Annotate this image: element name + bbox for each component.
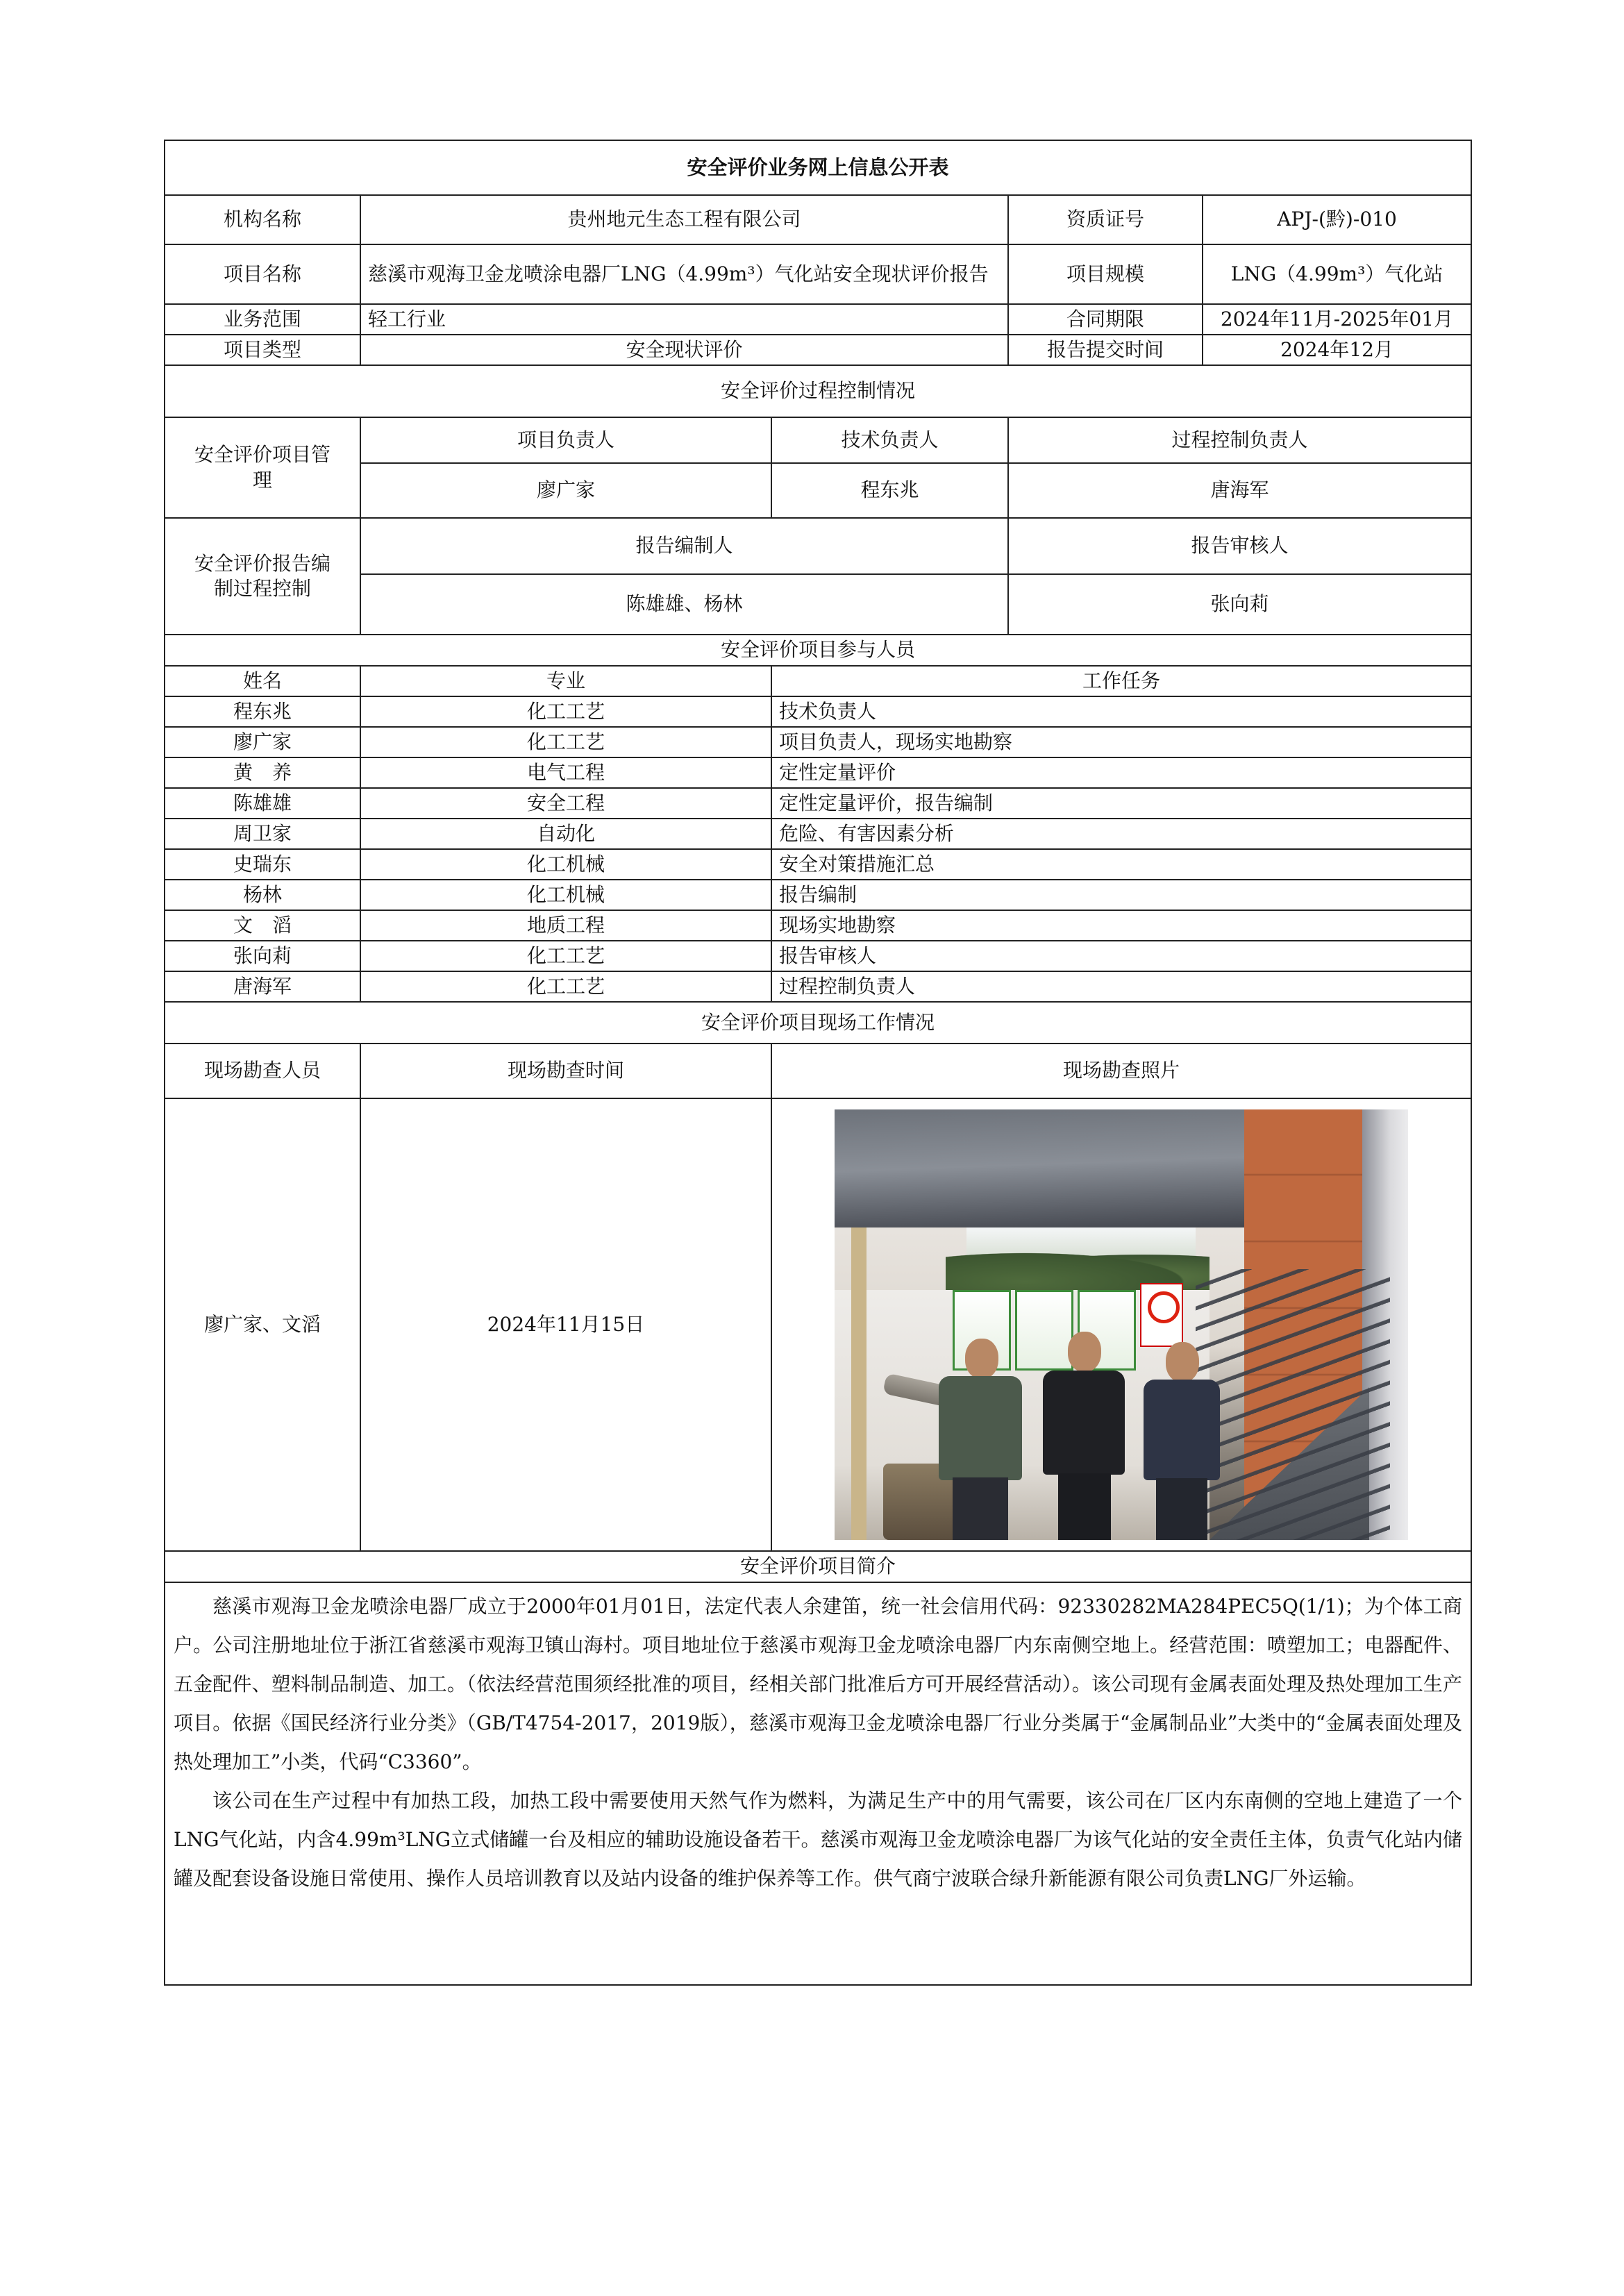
reviewer-value: 张向莉 — [1008, 574, 1471, 635]
photo-steel-stairs — [1196, 1269, 1390, 1540]
site-section-title: 安全评价项目现场工作情况 — [165, 1002, 1471, 1044]
site-people-header: 现场勘查人员 — [165, 1044, 360, 1098]
member-major: 电气工程 — [360, 757, 771, 788]
project-leader-value: 廖广家 — [360, 463, 771, 518]
table-row — [165, 971, 1471, 1002]
table-title: 安全评价业务网上信息公开表 — [165, 140, 1471, 195]
disclosure-table — [164, 140, 1472, 1986]
member-task: 安全对策措施汇总 — [771, 849, 1471, 880]
members-header-task: 工作任务 — [771, 666, 1471, 696]
member-major: 化工工艺 — [360, 696, 771, 727]
tech-leader-value: 程东兆 — [771, 463, 1008, 518]
member-task: 报告审核人 — [771, 941, 1471, 971]
tech-leader-header: 技术负责人 — [771, 417, 1008, 463]
org-name-label: 机构名称 — [165, 195, 360, 244]
member-name: 程东兆 — [165, 696, 360, 727]
member-task: 过程控制负责人 — [771, 971, 1471, 1002]
process-leader-value: 唐海军 — [1008, 463, 1471, 518]
site-people-value: 廖广家、文滔 — [165, 1098, 360, 1551]
process-section-title: 安全评价过程控制情况 — [165, 365, 1471, 417]
intro-body — [165, 1582, 1471, 1985]
table-row — [165, 727, 1471, 757]
site-photo-cell — [771, 1098, 1471, 1551]
process-leader-header: 过程控制负责人 — [1008, 417, 1471, 463]
project-scale-label: 项目规模 — [1008, 244, 1203, 304]
member-name: 廖广家 — [165, 727, 360, 757]
member-major: 安全工程 — [360, 788, 771, 819]
site-time-value: 2024年11月15日 — [360, 1098, 771, 1551]
org-name-value: 贵州地元生态工程有限公司 — [360, 195, 1008, 244]
contract-period-label: 合同期限 — [1008, 304, 1203, 335]
member-task: 报告编制 — [771, 880, 1471, 910]
table-row — [165, 910, 1471, 941]
member-major: 地质工程 — [360, 910, 771, 941]
site-inspection-photo — [835, 1109, 1408, 1540]
cert-no-label: 资质证号 — [1008, 195, 1203, 244]
member-name: 杨林 — [165, 880, 360, 910]
member-name: 文 滔 — [165, 910, 360, 941]
intro-paragraph: 慈溪市观海卫金龙喷涂电器厂成立于2000年01月01日，法定代表人余建笛，统一社会信用代码：92330282MA284PEC5Q(1/1)；为个体工商户。公司注册地址位于浙江省慈溪市观海卫镇山海村。项目地址位于慈溪市观海卫金龙喷涂电器厂内东南侧空地上。经营范围：喷塑加工；电器配件、五金配件、塑料制品制造、加工。（依法经营范围须经批准的项目，经相关部门批准后方可开展经营活动）。该公司现有金属表面处理及热处理加工生产项目。依据《国民经济行业分类》（GB/T4754-2017，2019版），慈溪市观海卫金龙喷涂电器厂行业分类属于“金属制品业”大类中的“金属表面处理及热处理加工”小类，代码“C3360”。 — [174, 1595, 1463, 1773]
member-task: 技术负责人 — [771, 696, 1471, 727]
writer-value: 陈雄雄、杨林 — [360, 574, 1008, 635]
project-name-label: 项目名称 — [165, 244, 360, 304]
business-scope-value: 轻工行业 — [360, 304, 1008, 335]
submit-time-value: 2024年12月 — [1203, 335, 1471, 365]
members-header-name: 姓名 — [165, 666, 360, 696]
cert-no-value: APJ-(黔)-010 — [1203, 195, 1471, 244]
member-task: 定性定量评价 — [771, 757, 1471, 788]
project-name-value: 慈溪市观海卫金龙喷涂电器厂LNG（4.99m³）气化站安全现状评价报告 — [360, 244, 1008, 304]
member-name: 史瑞东 — [165, 849, 360, 880]
member-name: 张向莉 — [165, 941, 360, 971]
table-row — [165, 819, 1471, 849]
table-row — [165, 880, 1471, 910]
reviewer-header: 报告审核人 — [1008, 518, 1471, 574]
writer-header: 报告编制人 — [360, 518, 1008, 574]
photo-no-fire-sign — [1140, 1283, 1183, 1347]
members-header-major: 专业 — [360, 666, 771, 696]
project-management-label: 安全评价项目管理 — [165, 417, 360, 518]
site-time-header: 现场勘查时间 — [360, 1044, 771, 1098]
intro-paragraph: 该公司在生产过程中有加热工段，加热工段中需要使用天然气作为燃料，为满足生产中的用气需要，该公司在厂区内东南侧的空地上建造了一个LNG气化站，内含4.99m³LNG立式储罐一台及相应的辅助设施设备若干。慈溪市观海卫金龙喷涂电器厂为该气化站的安全责任主体，负责气化站内储罐及配套设备设施日常使用、操作人员培训教育以及站内设备的维护保养等工作。供气商宁波联合绿升新能源有限公司负责LNG厂外运输。 — [174, 1789, 1463, 1890]
submit-time-label: 报告提交时间 — [1008, 335, 1203, 365]
project-leader-header: 项目负责人 — [360, 417, 771, 463]
member-major: 化工工艺 — [360, 727, 771, 757]
report-control-label: 安全评价报告编制过程控制 — [165, 518, 360, 635]
member-major: 化工工艺 — [360, 971, 771, 1002]
member-task: 现场实地勘察 — [771, 910, 1471, 941]
site-photo-header: 现场勘查照片 — [771, 1044, 1471, 1098]
member-task: 定性定量评价，报告编制 — [771, 788, 1471, 819]
project-scale-value: LNG（4.99m³）气化站 — [1203, 244, 1471, 304]
member-task: 项目负责人，现场实地勘察 — [771, 727, 1471, 757]
member-major: 化工机械 — [360, 880, 771, 910]
photo-bamboo-pole — [851, 1227, 867, 1540]
member-name: 黄 养 — [165, 757, 360, 788]
photo-notice-board — [1015, 1290, 1073, 1371]
member-major: 化工工艺 — [360, 941, 771, 971]
member-major: 自动化 — [360, 819, 771, 849]
members-section-title: 安全评价项目参与人员 — [165, 635, 1471, 666]
contract-period-value: 2024年11月-2025年01月 — [1203, 304, 1471, 335]
intro-section-title: 安全评价项目简介 — [165, 1551, 1471, 1582]
project-type-label: 项目类型 — [165, 335, 360, 365]
member-task: 危险、有害因素分析 — [771, 819, 1471, 849]
member-name: 周卫家 — [165, 819, 360, 849]
project-type-value: 安全现状评价 — [360, 335, 1008, 365]
table-row — [165, 788, 1471, 819]
table-row — [165, 757, 1471, 788]
business-scope-label: 业务范围 — [165, 304, 360, 335]
table-row — [165, 941, 1471, 971]
table-row — [165, 696, 1471, 727]
member-name: 陈雄雄 — [165, 788, 360, 819]
member-name: 唐海军 — [165, 971, 360, 1002]
member-major: 化工机械 — [360, 849, 771, 880]
table-row — [165, 849, 1471, 880]
